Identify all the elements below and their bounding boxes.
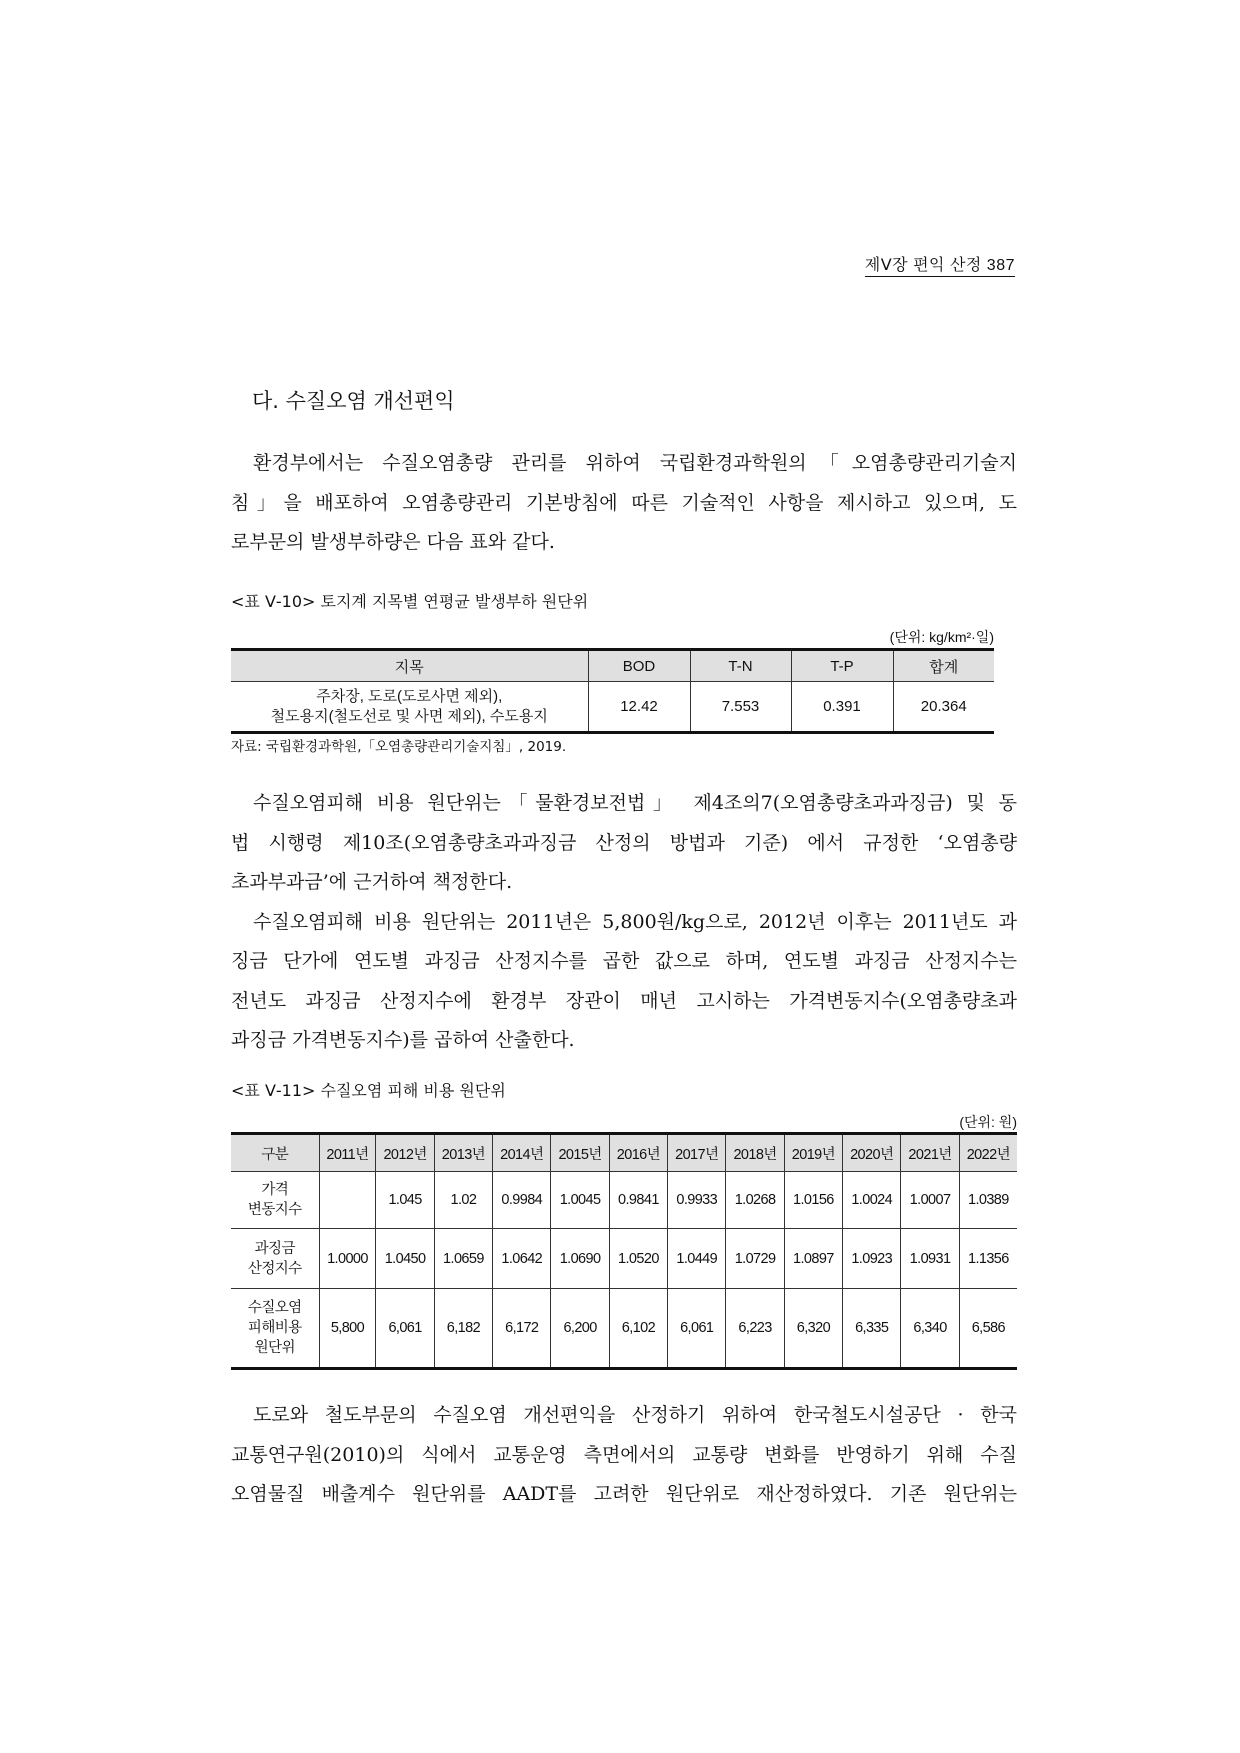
value-cell: 1.0000 [319, 1229, 376, 1289]
value-cell [319, 1172, 376, 1229]
text-line: 법 시행령 제10조(오염총량초과과징금 산정의 방법과 기준) 에서 규정한 ‘오염총량 [231, 831, 1017, 854]
value-cell: 6,182 [434, 1289, 492, 1369]
header-cell: BOD [588, 650, 690, 682]
row-label [231, 682, 588, 733]
text-line: 오염물질 배출계수 원단위를 AADT를 고려한 원단위로 재산정하였다. 기존 원단위는 [231, 1483, 1017, 1505]
value-cell: 1.0729 [726, 1229, 784, 1289]
cell-total: 20.364 [893, 682, 994, 733]
value-cell: 1.0449 [668, 1229, 726, 1289]
value-cell: 1.045 [376, 1172, 434, 1229]
paragraph-4 [231, 1396, 1017, 1515]
text-line: 침」을 배포하여 오염총량관리 기본방침에 따른 기술적인 사항을 제시하고 있으며, 도 [231, 491, 1017, 514]
text-line: 수질오염피해 비용 원단위는 2011년은 5,800원/kg으로, 2012년 이후는 2011년도 과 [253, 910, 1017, 933]
value-cell: 6,340 [901, 1289, 959, 1369]
year-header: 2012년 [376, 1134, 434, 1172]
header-cell: T-P [791, 650, 893, 682]
value-cell: 1.0450 [376, 1229, 434, 1289]
year-header: 2020년 [843, 1134, 901, 1172]
row-label [231, 1172, 319, 1229]
table2-caption: <표 Ⅴ-11> 수질오염 피해 비용 원단위 [231, 1081, 506, 1100]
text-line: 초과부과금’에 근거하여 책정한다. [231, 871, 513, 893]
value-cell: 1.02 [434, 1172, 492, 1229]
table1-unit: (단위: kg/km²·일) [889, 629, 994, 645]
label-line: 원단위 [254, 1340, 295, 1356]
header-cell: 구분 [231, 1134, 319, 1172]
paragraph-2 [231, 784, 1017, 1061]
cell-tn: 7.553 [690, 682, 791, 733]
section-heading: 다. 수질오염 개선편익 [252, 389, 455, 413]
value-cell: 1.0389 [959, 1172, 1017, 1229]
row-label [231, 1229, 319, 1289]
value-cell: 1.0923 [843, 1229, 901, 1289]
value-cell: 1.0659 [434, 1229, 492, 1289]
value-cell: 1.0024 [843, 1172, 901, 1229]
value-cell: 6,586 [959, 1289, 1017, 1369]
table-row [231, 682, 994, 733]
year-header: 2014년 [493, 1134, 551, 1172]
value-cell: 0.9984 [493, 1172, 551, 1229]
text-line: 징금 단가에 연도별 과징금 산정지수를 곱한 값으로 하며, 연도별 과징금 산정지수는 [231, 950, 1017, 972]
text-line: 로부문의 발생부하량은 다음 표와 같다. [231, 531, 555, 553]
value-cell: 6,223 [726, 1289, 784, 1369]
header-cell: T-N [690, 650, 791, 682]
label-line: 가격 [261, 1182, 289, 1198]
year-header: 2018년 [726, 1134, 784, 1172]
value-cell: 6,320 [784, 1289, 842, 1369]
paragraph-1 [231, 444, 1017, 563]
value-cell: 0.9841 [609, 1172, 667, 1229]
value-cell: 1.0007 [901, 1172, 959, 1229]
value-cell: 1.0045 [551, 1172, 609, 1229]
label-line: 산정지수 [247, 1260, 302, 1277]
value-cell: 1.1356 [959, 1229, 1017, 1289]
label-line: 과징금 [254, 1240, 295, 1257]
year-header: 2017년 [668, 1134, 726, 1172]
year-header: 2011년 [319, 1134, 376, 1172]
text-line: 과징금 가격변동지수)를 곱하여 산출한다. [231, 1029, 575, 1051]
value-cell: 1.0897 [784, 1229, 842, 1289]
value-cell: 1.0642 [493, 1229, 551, 1289]
cell-bod: 12.42 [588, 682, 690, 733]
text-line: 수질오염피해 비용 원단위는「물환경보전법」 제4조의7(오염총량초과과징금) 및 동 [253, 792, 1017, 814]
value-cell: 5,800 [319, 1289, 376, 1369]
cell-tp: 0.391 [791, 682, 893, 733]
label-line: 수질오염 [247, 1300, 302, 1316]
value-cell: 6,102 [609, 1289, 667, 1369]
header-cell: 지목 [231, 650, 588, 682]
text-line: 교통연구원(2010)의 식에서 교통운영 측면에서의 교통량 변화를 반영하기 위해 수질 [231, 1443, 1017, 1466]
label-line: 피해비용 [247, 1320, 302, 1336]
year-header: 2013년 [434, 1134, 492, 1172]
value-cell: 6,061 [376, 1289, 434, 1369]
year-header: 2022년 [959, 1134, 1017, 1172]
value-cell: 0.9933 [668, 1172, 726, 1229]
year-header: 2016년 [609, 1134, 667, 1172]
table-land-use-load [231, 648, 994, 734]
table-row [231, 1229, 1017, 1289]
year-header: 2019년 [784, 1134, 842, 1172]
value-cell: 1.0690 [551, 1229, 609, 1289]
value-cell: 6,172 [493, 1289, 551, 1369]
value-cell: 1.0268 [726, 1172, 784, 1229]
value-cell: 6,335 [843, 1289, 901, 1369]
table-row [231, 1289, 1017, 1369]
table-row [231, 1172, 1017, 1229]
label-line: 철도용지(철도선로 및 사면 제외), 수도용지 [270, 707, 548, 725]
value-cell: 6,200 [551, 1289, 609, 1369]
value-cell: 1.0156 [784, 1172, 842, 1229]
table1-caption: <표 Ⅴ-10> 토지계 지목별 연평균 발생부하 원단위 [231, 592, 589, 611]
value-cell: 1.0931 [901, 1229, 959, 1289]
header-cell: 합계 [893, 650, 994, 682]
year-header: 2021년 [901, 1134, 959, 1172]
running-head: 제Ⅴ장 편익 산정 387 [865, 252, 1015, 277]
label-line: 변동지수 [247, 1202, 302, 1218]
text-line: 환경부에서는 수질오염총량 관리를 위하여 국립환경과학원의「오염총량관리기술지 [253, 452, 1017, 474]
text-line: 도로와 철도부문의 수질오염 개선편익을 산정하기 위하여 한국철도시설공단 · 한국 [253, 1404, 1017, 1426]
year-header: 2015년 [551, 1134, 609, 1172]
label-line: 주차장, 도로(도로사면 제외), [316, 687, 503, 705]
table1-source: 자료: 국립환경과학원,「오염총량관리기술지침」, 2019. [231, 739, 567, 755]
table2-unit: (단위: 원) [959, 1114, 1017, 1130]
row-label [231, 1289, 319, 1369]
text-line: 전년도 과징금 산정지수에 환경부 장관이 매년 고시하는 가격변동지수(오염총량초과 [231, 989, 1017, 1012]
value-cell: 6,061 [668, 1289, 726, 1369]
table-water-pollution-cost [231, 1132, 1017, 1370]
value-cell: 1.0520 [609, 1229, 667, 1289]
